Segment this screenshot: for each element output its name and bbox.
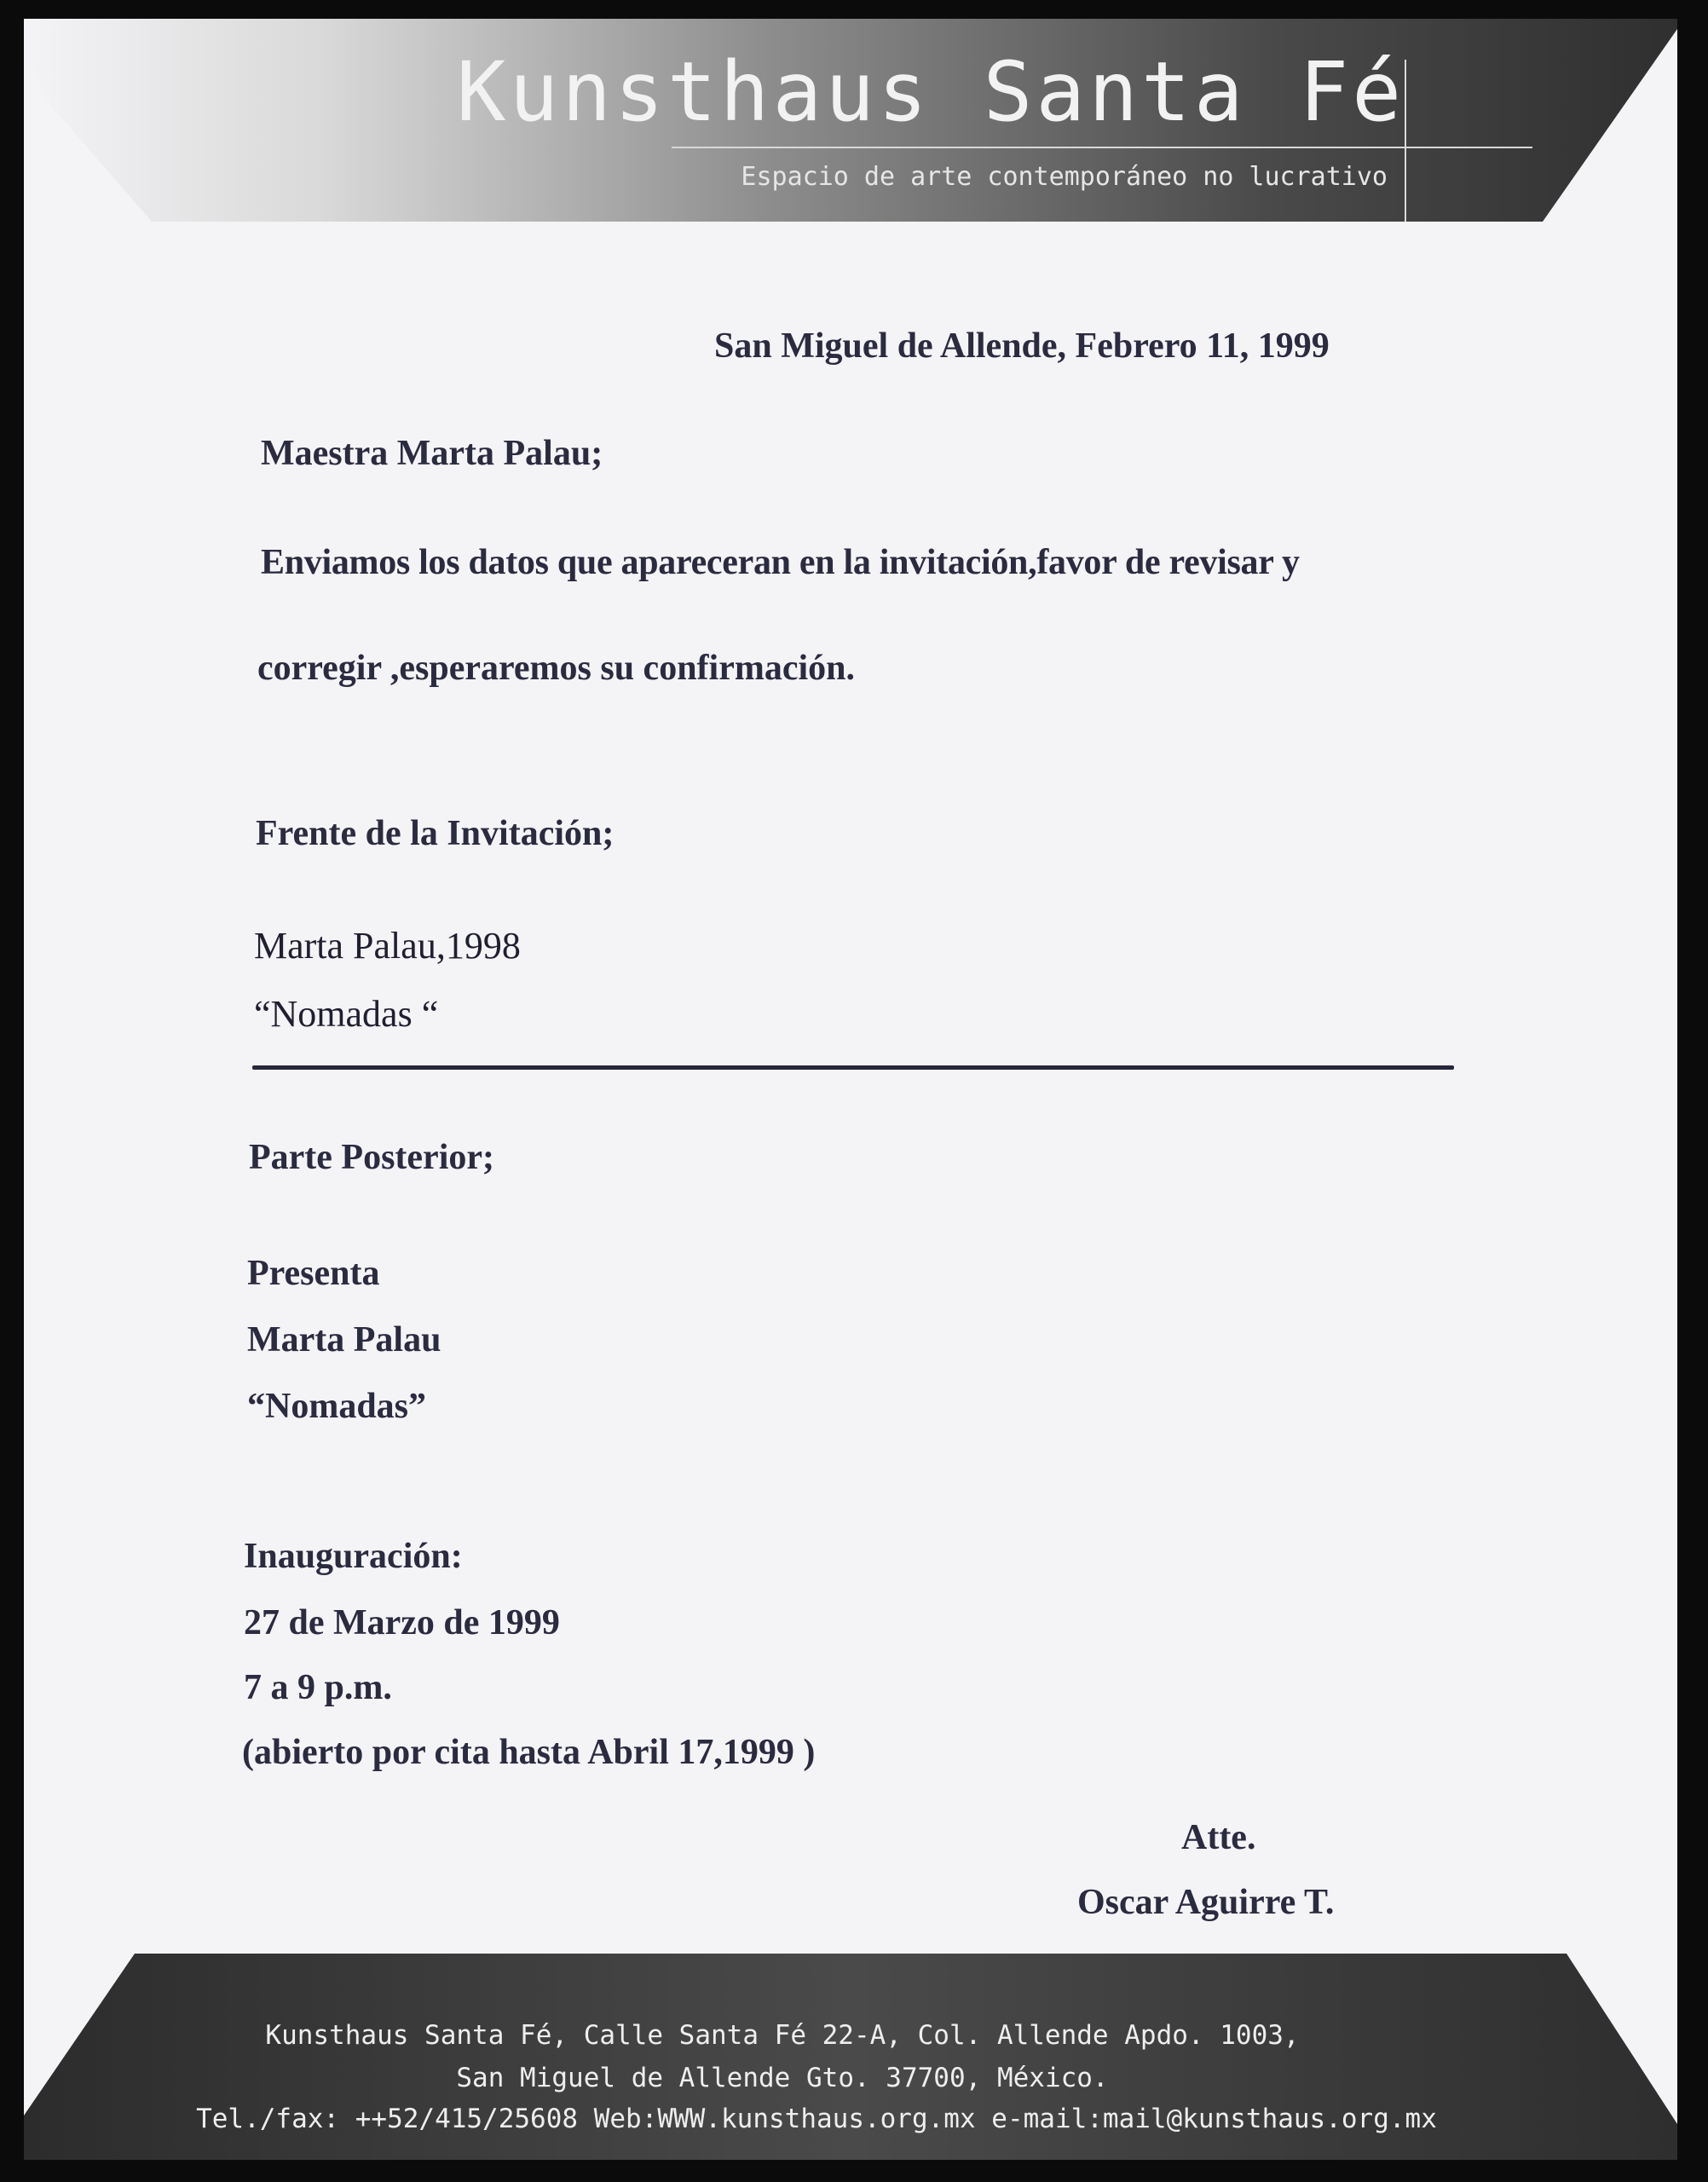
opening-time: 7 a 9 p.m. — [244, 1668, 392, 1707]
letterhead-name: Kunsthaus Santa Fé — [456, 44, 1405, 140]
body-paragraph-line-2: corregir ,esperaremos su confirmación. — [257, 649, 855, 688]
back-title: “Nomadas” — [247, 1387, 427, 1426]
signer-name: Oscar Aguirre T. — [1077, 1883, 1335, 1922]
body-paragraph-line-1: Enviamos los datos que apareceran en la invitación,favor de revisar y — [261, 543, 1300, 582]
letter-page — [24, 19, 1677, 2160]
footer-address-line-2: San Miguel de Allende Gto. 37700, México. — [456, 2063, 1109, 2093]
front-artist: Marta Palau,1998 — [254, 925, 521, 967]
section-divider — [252, 1065, 1454, 1070]
back-presents: Presenta — [247, 1254, 380, 1293]
back-heading: Parte Posterior; — [249, 1138, 494, 1177]
opening-note: (abierto por cita hasta Abril 17,1999 ) — [242, 1733, 816, 1772]
salutation: Maestra Marta Palau; — [261, 434, 603, 473]
front-title: “Nomadas “ — [254, 993, 439, 1035]
back-artist: Marta Palau — [247, 1320, 441, 1359]
closing: Atte. — [1181, 1818, 1256, 1857]
letter-body — [24, 19, 1677, 2160]
footer-address-line-1: Kunsthaus Santa Fé, Calle Santa Fé 22-A, Col. Allende Apdo. 1003, — [265, 2020, 1300, 2051]
opening-heading: Inauguración: — [244, 1537, 463, 1576]
letterhead-tagline: Espacio de arte contemporáneo no lucrativo — [741, 162, 1388, 192]
front-heading: Frente de la Invitación; — [256, 814, 615, 853]
date-line: San Miguel de Allende, Febrero 11, 1999 — [714, 326, 1330, 366]
footer-contact-line: Tel./fax: ++52/415/25608 Web:WWW.kunsthaus.org.mx e-mail:mail@kunsthaus.org.mx — [196, 2104, 1437, 2134]
opening-date: 27 de Marzo de 1999 — [244, 1603, 560, 1642]
